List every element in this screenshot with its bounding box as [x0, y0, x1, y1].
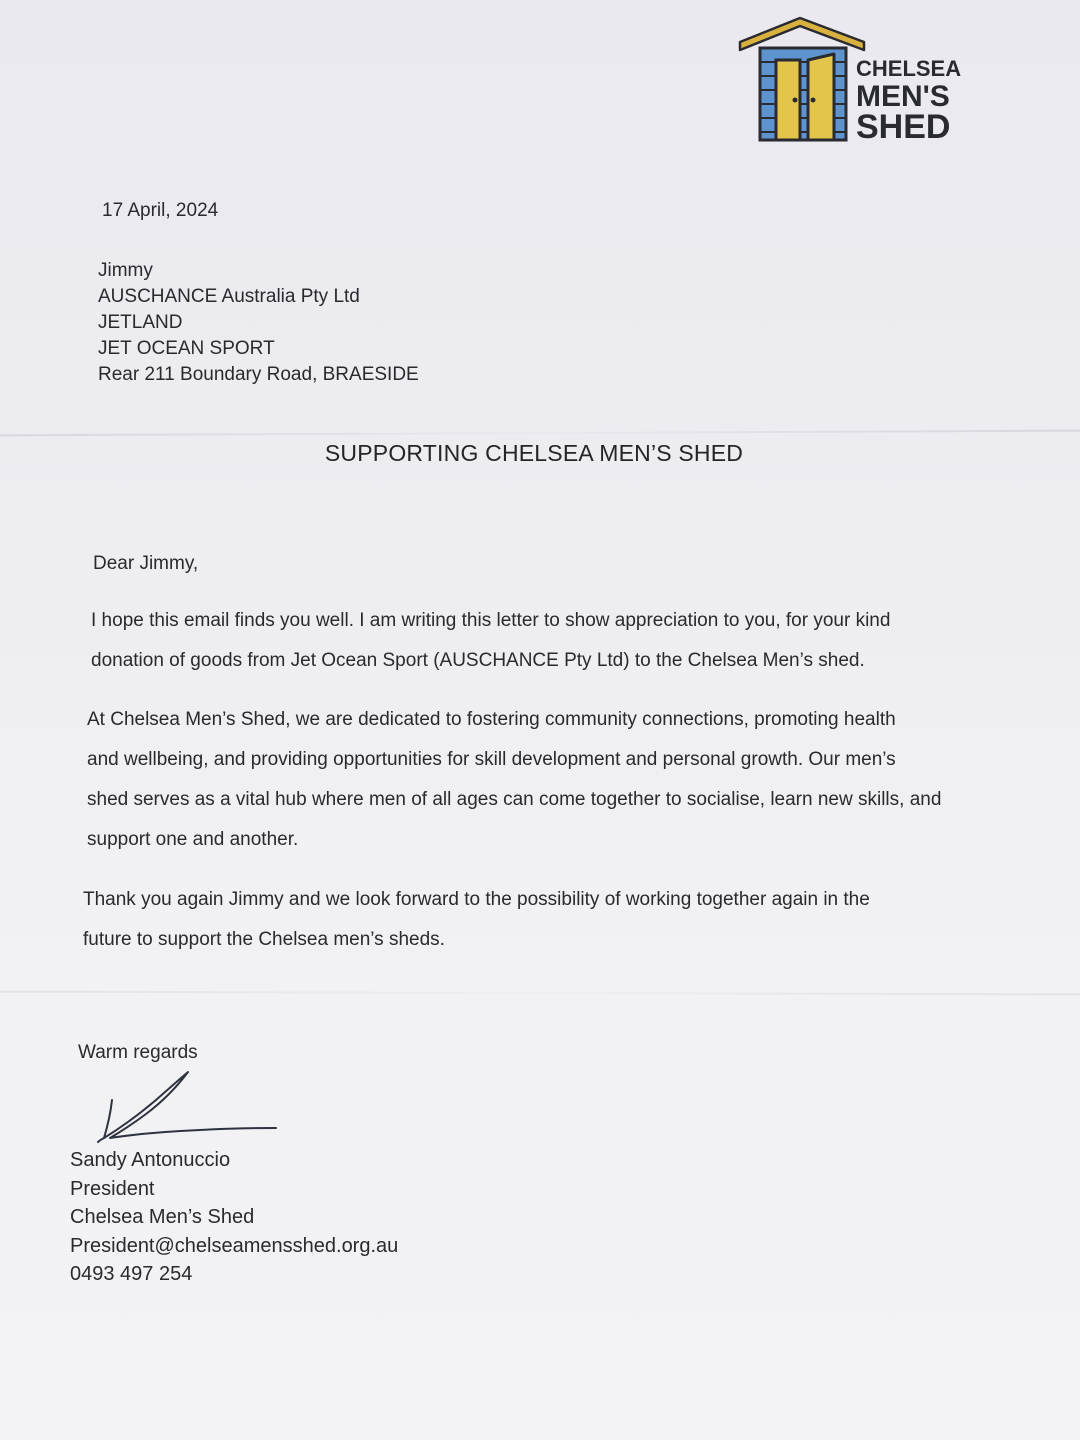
signer-title: President: [70, 1177, 155, 1200]
paragraph-line: shed serves as a vital hub where men of all ages can come together to socialise, learn new skills, and: [87, 789, 942, 810]
recipient-company: AUSCHANCE Australia Pty Ltd: [98, 286, 360, 307]
paper-fold-line: [0, 430, 1080, 437]
signer-name: Sandy Antonuccio: [70, 1149, 231, 1171]
logo-text-line1: CHELSEA: [856, 56, 962, 81]
paragraph-line: I hope this email finds you well. I am writing this letter to show appreciation to you, for your kind: [91, 610, 891, 631]
recipient-brand-2: JET OCEAN SPORT: [98, 338, 275, 359]
signer-phone: 0493 497 254: [70, 1263, 193, 1285]
salutation: Dear Jimmy,: [93, 553, 199, 574]
paragraph-line: support one and another.: [87, 829, 299, 850]
paragraph-line: donation of goods from Jet Ocean Sport (AUSCHANCE Pty Ltd) to the Chelsea Men’s shed.: [91, 650, 865, 671]
signer-organization: Chelsea Men’s Shed: [70, 1206, 255, 1228]
signer-block: [70, 1146, 398, 1289]
paper-fold-line: [0, 991, 1080, 996]
paragraph-line: At Chelsea Men’s Shed, we are dedicated to fostering community connections, promoting health: [87, 709, 896, 730]
closing: Warm regards: [78, 1042, 198, 1063]
chelsea-mens-shed-logo: [738, 14, 962, 146]
signer-email: President@chelseamensshed.org.au: [70, 1234, 399, 1257]
logo-text-line3: SHED: [856, 108, 951, 146]
body-paragraph-1: [91, 601, 890, 681]
recipient-brand: JETLAND: [98, 312, 183, 333]
logo-text-line2: MEN'S: [856, 80, 950, 113]
paragraph-line: future to support the Chelsea men’s sheds.: [83, 929, 445, 950]
recipient-address: [98, 258, 419, 388]
handwritten-signature: [90, 1066, 290, 1146]
paragraph-line: and wellbeing, and providing opportunities for skill development and personal growth. Our men’s: [87, 749, 896, 770]
letter-subject: SUPPORTING CHELSEA MEN’S SHED: [324, 440, 744, 466]
body-paragraph-3: [83, 880, 870, 960]
paragraph-line: Thank you again Jimmy and we look forward to the possibility of working together again in the: [83, 889, 870, 910]
recipient-name: Jimmy: [98, 260, 153, 281]
recipient-street: Rear 211 Boundary Road, BRAESIDE: [98, 364, 419, 385]
letter-date: 17 April, 2024: [102, 200, 219, 221]
body-paragraph-2: [87, 700, 941, 860]
